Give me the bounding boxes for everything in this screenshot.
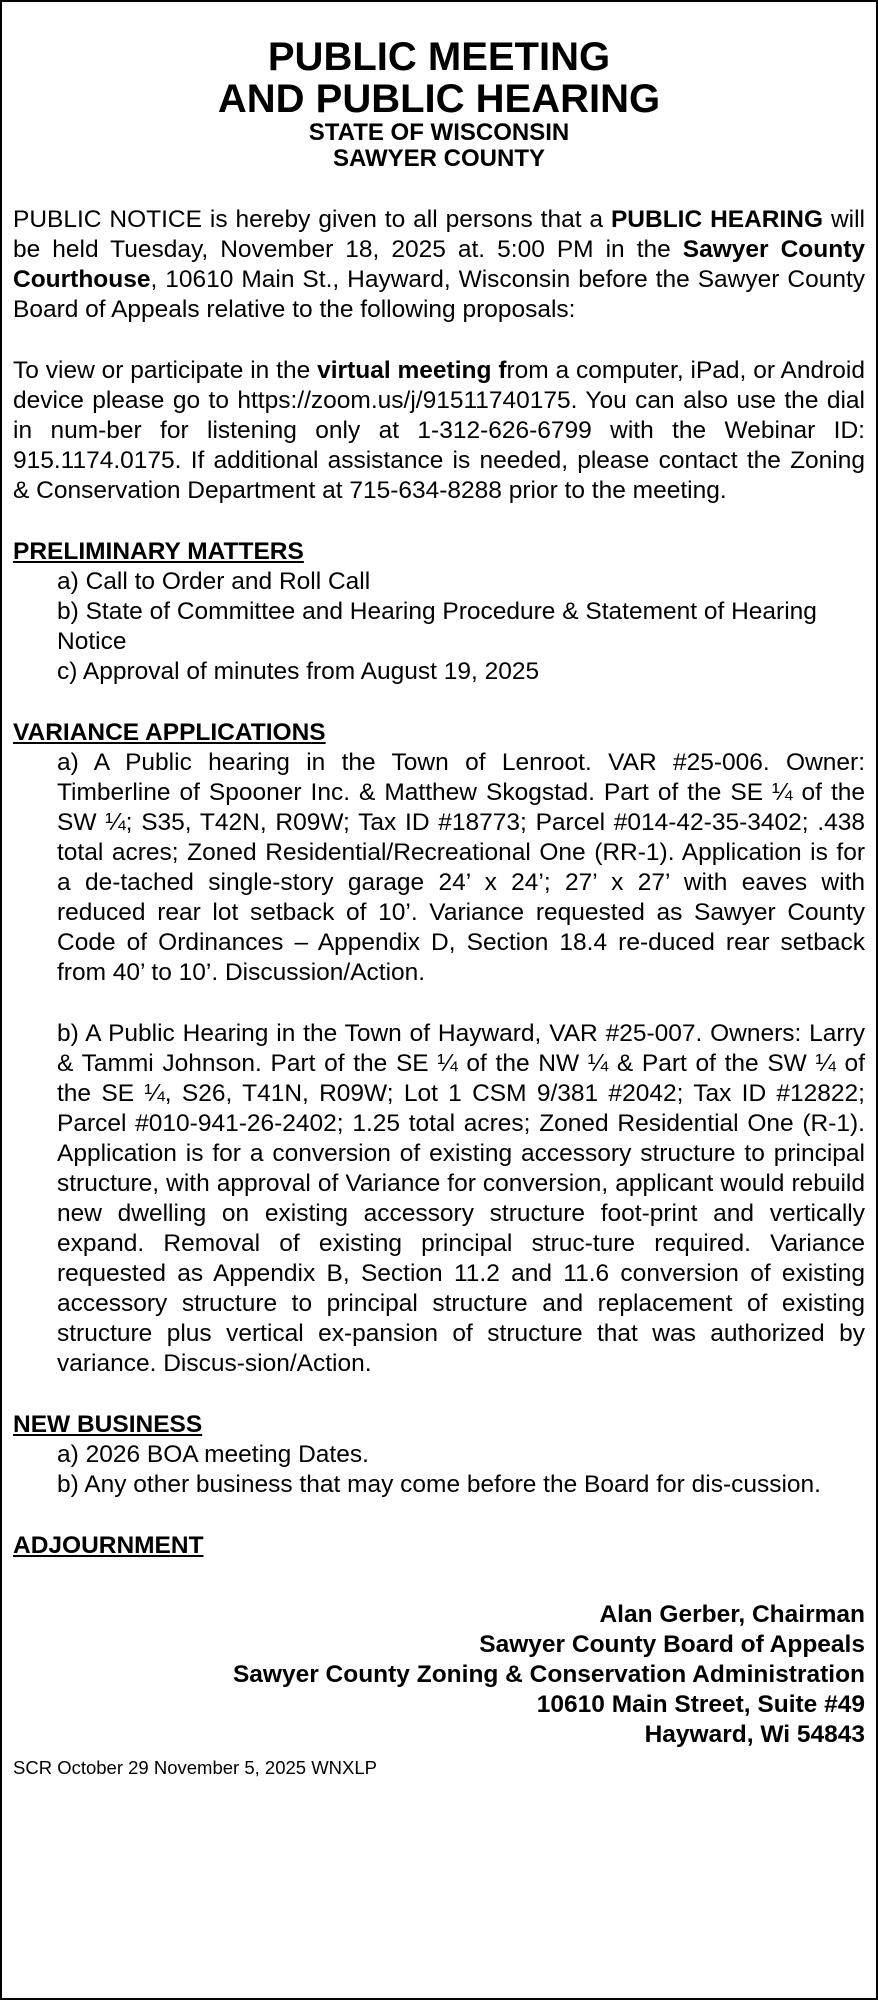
signature-board: Sawyer County Board of Appeals: [479, 1631, 865, 1658]
notice-body: [13, 205, 865, 1561]
intro-bold-courthouse: Sawyer County Courthouse: [13, 236, 865, 293]
new-business-item: a) 2026 BOA meeting Dates.: [57, 1441, 369, 1468]
intro-bold-public-hearing: PUBLIC HEARING: [610, 206, 824, 233]
signature-city: Hayward, Wi 54843: [644, 1721, 865, 1748]
county-name: SAWYER COUNTY: [332, 145, 545, 172]
new-business-item: b) Any other business that may come before the Board for dis-cussion.: [57, 1471, 821, 1498]
signature-name: Alan Gerber, Chairman: [599, 1601, 865, 1628]
preliminary-item: a) Call to Order and Roll Call: [57, 568, 371, 595]
intro-text-2: will be held Tuesday, November 18, 2025 at. 5:00 PM in the: [13, 206, 865, 263]
variance-heading: VARIANCE APPLICATIONS: [13, 719, 326, 746]
virtual-bold: virtual meeting f: [317, 357, 507, 384]
state-name: STATE OF WISCONSIN: [308, 119, 570, 146]
publication-note: SCR October 29 November 5, 2025 WNXLP: [13, 1757, 377, 1778]
notice-header: [13, 36, 865, 172]
preliminary-heading: PRELIMINARY MATTERS: [13, 538, 304, 565]
preliminary-item: c) Approval of minutes from August 19, 2025: [57, 658, 540, 685]
signature-street: 10610 Main Street, Suite #49: [536, 1691, 865, 1718]
adjournment-heading: ADJOURNMENT: [13, 1532, 204, 1559]
notice-title-line2: AND PUBLIC HEARING: [217, 77, 661, 121]
notice-title-line1: PUBLIC MEETING: [267, 35, 611, 79]
preliminary-item: b) State of Committee and Hearing Procedure & Statement of Hearing Notice: [57, 598, 817, 655]
variance-item: b) A Public Hearing in the Town of Hayward, VAR #25-007. Owners: Larry & Tammi Johnson. Part of the SE ¼ of the NW ¼ & Part of the SW ¼ of the SE ¼, S26, T41N, R09W; Lot 1 CSM 9/381 #2042; Tax ID #12822; Parcel #010-941-26-2402; 1.25 total acres; Zoned Residential One (R-1). Application is for a conversion of existing accessory structure to principal structure, with approval of Variance for conversion, applicant would rebuild new dwelling on existing accessory structure foot-print and vertically expand. Removal of existing principal struc-ture required. Variance requested as Appendix B, Section 11.2 and 11.6 conversion of existing accessory structure to principal structure and replacement of existing structure plus vertical ex-pansion of structure that was authorized by variance. Discus-sion/Action.: [57, 1020, 865, 1377]
variance-item: a) A Public hearing in the Town of Lenroot. VAR #25-006. Owner: Timberline of Spooner Inc. & Matthew Skogstad. Part of the SE ¼ of the SW ¼; S35, T42N, R09W; Tax ID #18773; Parcel #014-42-35-3402; .438 total acres; Zoned Residential/Recreational One (RR-1). Application is for a de-tached single-story garage 24’ x 24’; 27’ x 27’ with eaves with reduced rear lot setback of 10’. Variance requested as Sawyer County Code of Ordinances – Appendix D, Section 18.4 re-duced rear setback from 40’ to 10’. Discussion/Action.: [57, 749, 865, 986]
intro-paragraph: [13, 205, 865, 325]
signature-block: [13, 1600, 865, 1750]
intro-text-1: PUBLIC NOTICE is hereby given to all persons that a: [13, 206, 611, 233]
new-business-heading: NEW BUSINESS: [13, 1411, 203, 1438]
intro-text-3: , 10610 Main St., Hayward, Wisconsin before the Sawyer County Board of Appeals relative to the following proposals:: [13, 266, 865, 323]
signature-department: Sawyer County Zoning & Conservation Administration: [232, 1661, 865, 1688]
virtual-text-1: To view or participate in the: [13, 357, 318, 384]
virtual-text-2: rom a computer, iPad, or Android device please go to https://zoom.us/j/91511740175. You can also use the dial in num-ber for listening only at 1-312-626-6799 with the Webinar ID: 915.1174.0175. If additional assistance is needed, please contact the Zoning & Conservation Department at 715-634-8288 prior to the meeting.: [13, 357, 865, 504]
virtual-meeting-paragraph: [13, 356, 865, 506]
